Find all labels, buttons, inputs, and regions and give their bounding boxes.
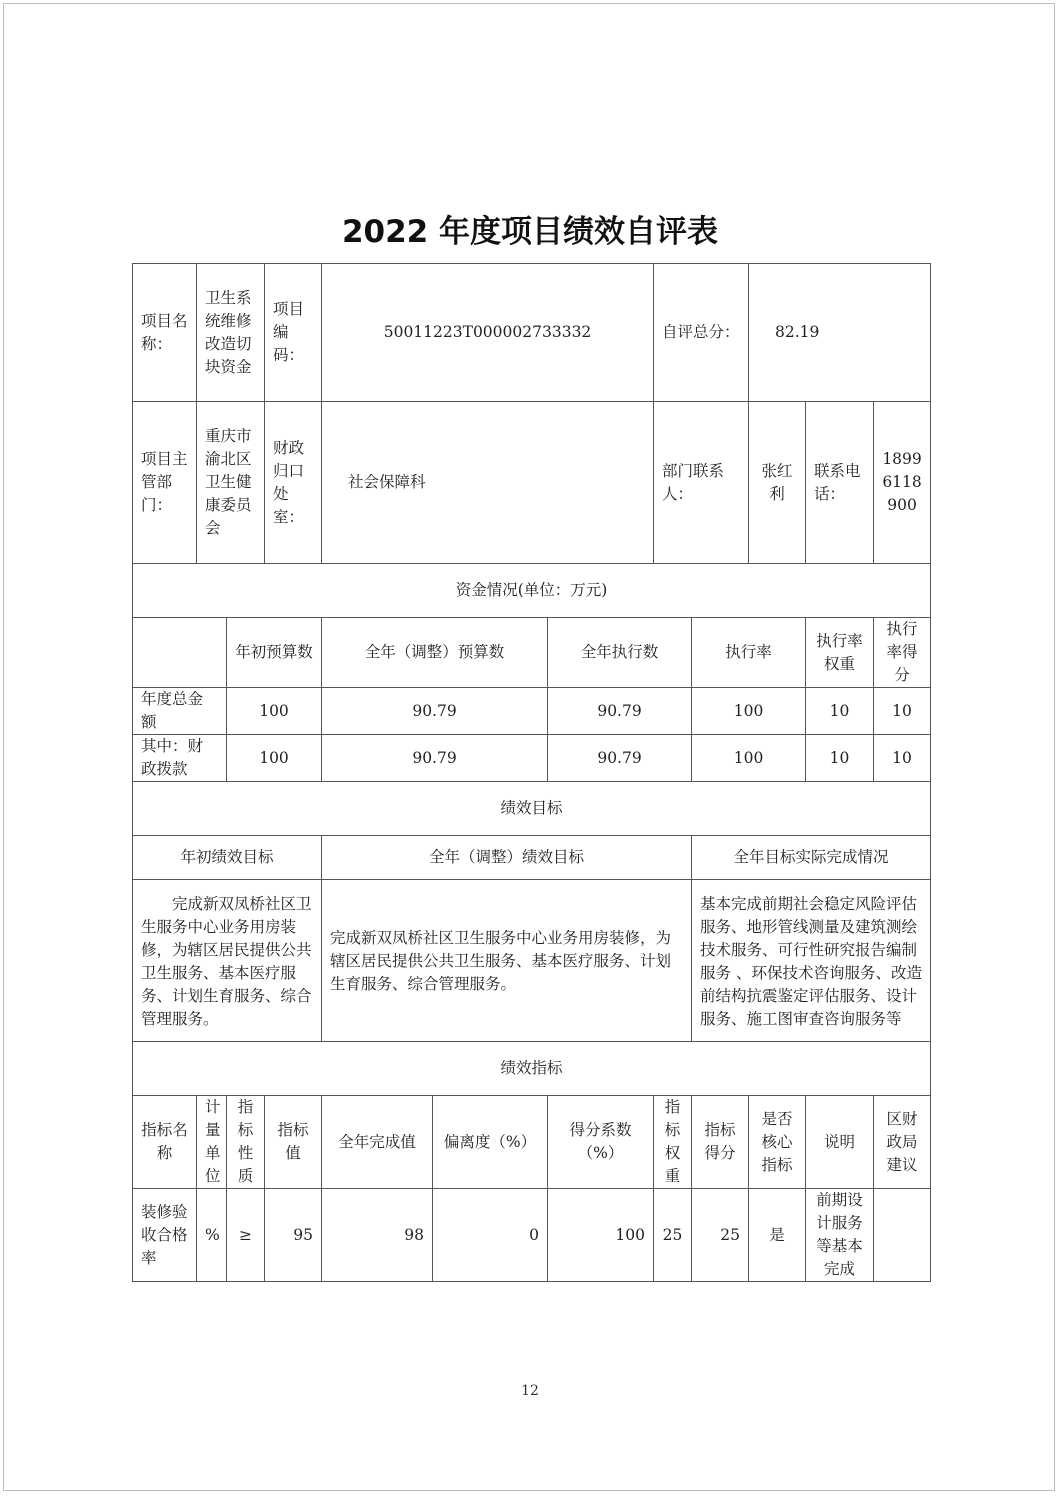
department-row [133, 402, 931, 564]
funding-header-rate-score: 执行率得分 [874, 618, 931, 688]
funding-header-blank [133, 618, 227, 688]
indicator-header-deviation: 偏离度（%） [433, 1096, 548, 1189]
indicators-section-row [133, 1042, 931, 1096]
funding-header-executed: 全年执行数 [548, 618, 692, 688]
dept-label: 项目主管部门： [133, 402, 197, 564]
office-label: 财政归口处室： [265, 402, 322, 564]
funding-row-label: 年度总金额 [133, 688, 227, 735]
indicator-name: 装修验收合格率 [133, 1189, 197, 1282]
initial-goal-text: 完成新双凤桥社区卫生服务中心业务用房装修，为辖区居民提供公共卫生服务、基本医疗服务、计划生育服务、综合管理服务。 [133, 880, 322, 1042]
indicator-header-note: 说明 [806, 1096, 874, 1189]
phone-value: 18996118900 [874, 402, 931, 564]
funding-cell: 90.79 [322, 735, 548, 782]
indicator-core: 是 [749, 1189, 806, 1282]
indicator-note: 前期设计服务等基本完成 [806, 1189, 874, 1282]
project-name-label: 项目名称： [133, 264, 197, 402]
indicator-header-weight: 指标权重 [654, 1096, 692, 1189]
indicator-nature: ≥ [227, 1189, 265, 1282]
actual-completion-text: 基本完成前期社会稳定风险评估服务、地形管线测量及建筑测绘技术服务、可行性研究报告编制服务 、环保技术咨询服务、改造前结构抗震鉴定评估服务、设计服务、施工图审查咨询服务等 [692, 880, 931, 1042]
goals-section-title: 绩效目标 [133, 782, 931, 836]
performance-self-evaluation-table [132, 263, 931, 1282]
indicator-header-core: 是否核心指标 [749, 1096, 806, 1189]
funding-row-label: 其中：财政拨款 [133, 735, 227, 782]
funding-header-execution-rate: 执行率 [692, 618, 806, 688]
funding-cell: 90.79 [548, 735, 692, 782]
phone-label: 联系电话： [806, 402, 874, 564]
funding-header-rate-weight: 执行率权重 [806, 618, 874, 688]
funding-cell: 90.79 [322, 688, 548, 735]
funding-cell: 90.79 [548, 688, 692, 735]
funding-row-fiscal [133, 735, 931, 782]
indicator-header-completed: 全年完成值 [322, 1096, 433, 1189]
self-score-value: 82.19 [749, 264, 931, 402]
indicator-score: 25 [692, 1189, 749, 1282]
goals-header-adjusted: 全年（调整）绩效目标 [322, 836, 692, 880]
indicator-header-suggestion: 区财政局建议 [874, 1096, 931, 1189]
funding-header-row [133, 618, 931, 688]
page-number: 12 [521, 1383, 539, 1399]
funding-row-total [133, 688, 931, 735]
funding-cell: 10 [806, 735, 874, 782]
indicator-suggestion [874, 1189, 931, 1282]
indicator-unit: % [197, 1189, 227, 1282]
funding-cell: 10 [874, 735, 931, 782]
adjusted-goal-text: 完成新双凤桥社区卫生服务中心业务用房装修，为辖区居民提供公共卫生服务、基本医疗服务、计划生育服务、综合管理服务。 [322, 880, 692, 1042]
contact-value: 张红利 [749, 402, 806, 564]
funding-cell: 100 [227, 688, 322, 735]
indicator-completed: 98 [322, 1189, 433, 1282]
indicator-header-unit: 计量单位 [197, 1096, 227, 1189]
goals-section-row [133, 782, 931, 836]
goals-header-row [133, 836, 931, 880]
indicator-header-target: 指标值 [265, 1096, 322, 1189]
indicator-deviation: 0 [433, 1189, 548, 1282]
indicator-header-coefficient: 得分系数（%） [548, 1096, 654, 1189]
funding-cell: 100 [692, 735, 806, 782]
funding-header-adjusted-budget: 全年（调整）预算数 [322, 618, 548, 688]
funding-section-title: 资金情况(单位：万元) [133, 564, 931, 618]
funding-cell: 10 [806, 688, 874, 735]
dept-value: 重庆市渝北区卫生健康委员会 [197, 402, 265, 564]
funding-cell: 100 [227, 735, 322, 782]
indicators-header-row [133, 1096, 931, 1189]
indicator-header-score: 指标得分 [692, 1096, 749, 1189]
project-name-value: 卫生系统维修改造切块资金 [197, 264, 265, 402]
indicator-header-name: 指标名称 [133, 1096, 197, 1189]
project-code-value: 50011223T000002733332 [322, 264, 654, 402]
goals-content-row [133, 880, 931, 1042]
office-value: 社会保障科 [322, 402, 654, 564]
project-info-row [133, 264, 931, 402]
contact-label: 部门联系人： [654, 402, 749, 564]
page-title: 2022 年度项目绩效自评表 [341, 214, 719, 250]
funding-cell: 100 [692, 688, 806, 735]
indicator-target: 95 [265, 1189, 322, 1282]
funding-section-row [133, 564, 931, 618]
indicator-weight: 25 [654, 1189, 692, 1282]
indicator-coefficient: 100 [548, 1189, 654, 1282]
project-code-label: 项目编码： [265, 264, 322, 402]
indicator-row [133, 1189, 931, 1282]
funding-cell: 10 [874, 688, 931, 735]
self-score-label: 自评总分： [654, 264, 749, 402]
indicators-section-title: 绩效指标 [133, 1042, 931, 1096]
goals-header-initial: 年初绩效目标 [133, 836, 322, 880]
goals-header-actual: 全年目标实际完成情况 [692, 836, 931, 880]
funding-header-initial-budget: 年初预算数 [227, 618, 322, 688]
indicator-header-nature: 指标性质 [227, 1096, 265, 1189]
